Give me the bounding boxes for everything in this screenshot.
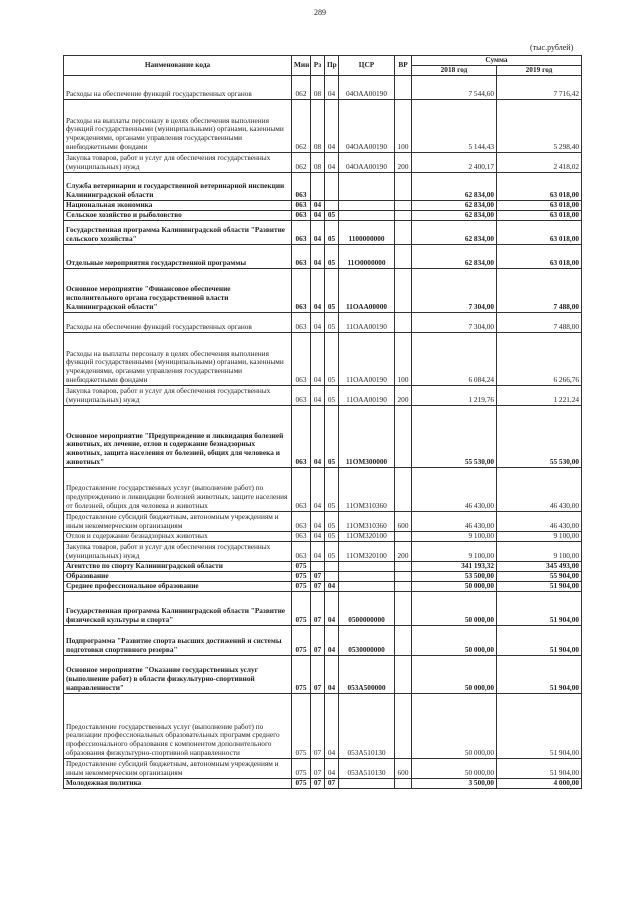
row-expense-type	[395, 655, 412, 693]
row-amount-2019: 1 221,24	[497, 385, 582, 405]
row-target-article: 11ОМ320100	[339, 541, 395, 561]
table-row	[64, 152, 582, 172]
row-amount-2018: 3 500,00	[412, 778, 497, 788]
row-amount-2019: 7 716,42	[497, 75, 582, 99]
row-ministry: 063	[292, 511, 311, 531]
row-ministry: 062	[292, 99, 311, 152]
row-ministry: 063	[292, 467, 311, 511]
header-rz: Рз	[311, 56, 325, 76]
row-amount-2018: 6 084,24	[412, 332, 497, 385]
row-expense-type	[395, 312, 412, 332]
row-expense-type	[395, 531, 412, 541]
row-amount-2018: 50 000,00	[412, 758, 497, 778]
row-ministry: 075	[292, 561, 311, 571]
row-target-article	[339, 581, 395, 591]
row-section: 04	[311, 332, 325, 385]
budget-table	[63, 55, 582, 789]
row-expense-type	[395, 268, 412, 312]
row-amount-2018: 1 219,76	[412, 385, 497, 405]
table-row	[64, 591, 582, 625]
table-row	[64, 210, 582, 220]
row-expense-type: 600	[395, 758, 412, 778]
row-amount-2019: 51 904,00	[497, 591, 582, 625]
table-row	[64, 655, 582, 693]
header-pr: Пр	[325, 56, 339, 76]
row-section: 04	[311, 541, 325, 561]
row-target-article	[339, 172, 395, 200]
row-name: Государственная программа Калининградской области "Развитие сельского хозяйства"	[64, 220, 292, 244]
row-amount-2018: 53 500,00	[412, 571, 497, 581]
row-ministry: 063	[292, 332, 311, 385]
row-amount-2019: 51 904,00	[497, 655, 582, 693]
row-name: Закупка товаров, работ и услуг для обеспечения государственных (муниципальных) нужд	[64, 385, 292, 405]
table-row	[64, 99, 582, 152]
row-amount-2019: 4 000,00	[497, 778, 582, 788]
row-section: 07	[311, 571, 325, 581]
row-name: Отлов и содержание безнадзорных животных	[64, 531, 292, 541]
table-row	[64, 467, 582, 511]
row-name: Образование	[64, 571, 292, 581]
row-target-article: 11ОМ300000	[339, 405, 395, 467]
row-section: 07	[311, 758, 325, 778]
row-amount-2018: 9 100,00	[412, 531, 497, 541]
row-expense-type	[395, 220, 412, 244]
row-ministry: 063	[292, 268, 311, 312]
row-expense-type	[395, 778, 412, 788]
row-ministry: 063	[292, 172, 311, 200]
row-amount-2019: 9 100,00	[497, 531, 582, 541]
row-target-article: 11ОМ310360	[339, 467, 395, 511]
row-subsection: 04	[325, 655, 339, 693]
row-target-article: 053А510130	[339, 758, 395, 778]
row-section: 07	[311, 693, 325, 758]
row-subsection	[325, 172, 339, 200]
row-subsection	[325, 200, 339, 210]
row-name: Служба ветеринарии и государственной ветеринарной инспекции Калининградской области	[64, 172, 292, 200]
table-row	[64, 531, 582, 541]
header-name: Наименование кода	[64, 56, 292, 76]
row-section: 04	[311, 244, 325, 268]
row-expense-type	[395, 75, 412, 99]
table-row	[64, 172, 582, 200]
row-subsection: 05	[325, 531, 339, 541]
row-expense-type	[395, 561, 412, 571]
row-section: 07	[311, 655, 325, 693]
row-amount-2019: 7 488,00	[497, 312, 582, 332]
row-expense-type	[395, 200, 412, 210]
row-subsection: 05	[325, 210, 339, 220]
row-subsection: 05	[325, 332, 339, 385]
page-number: 289	[314, 8, 326, 17]
row-amount-2018: 7 304,00	[412, 268, 497, 312]
row-name: Основное мероприятие "Предупреждение и ликвидация болезней животных, их лечение, отлов и содержание безнадзорных животных, защита населения от болезней, общих для человека и животных"	[64, 405, 292, 467]
row-subsection: 05	[325, 467, 339, 511]
row-target-article: 053А500000	[339, 655, 395, 693]
row-target-article: 11ОАА00190	[339, 385, 395, 405]
row-subsection: 05	[325, 220, 339, 244]
row-subsection: 05	[325, 312, 339, 332]
row-subsection: 04	[325, 75, 339, 99]
row-amount-2018: 46 430,00	[412, 467, 497, 511]
row-name: Государственная программа Калининградской области "Развитие физической культуры и спорта"	[64, 591, 292, 625]
table-row	[64, 693, 582, 758]
row-amount-2018: 50 000,00	[412, 693, 497, 758]
row-amount-2018: 7 544,60	[412, 75, 497, 99]
row-amount-2019: 51 904,00	[497, 758, 582, 778]
row-name: Молодежная политика	[64, 778, 292, 788]
row-amount-2018: 62 834,00	[412, 244, 497, 268]
row-subsection	[325, 571, 339, 581]
row-amount-2019: 63 018,00	[497, 244, 582, 268]
row-section: 04	[311, 511, 325, 531]
row-target-article: 0500000000	[339, 591, 395, 625]
row-section	[311, 561, 325, 571]
row-ministry: 063	[292, 220, 311, 244]
row-ministry: 062	[292, 75, 311, 99]
row-amount-2018: 62 834,00	[412, 172, 497, 200]
row-amount-2018: 9 100,00	[412, 541, 497, 561]
row-amount-2019: 9 100,00	[497, 541, 582, 561]
row-expense-type	[395, 467, 412, 511]
row-subsection: 07	[325, 778, 339, 788]
row-amount-2019: 51 904,00	[497, 581, 582, 591]
row-amount-2018: 5 144,43	[412, 99, 497, 152]
row-amount-2018: 50 000,00	[412, 591, 497, 625]
row-name: Предоставление государственных услуг (выполнение работ) по предупреждению и ликвидации болезней животных, защите населения от болезней, общих для человека и животных	[64, 467, 292, 511]
row-subsection: 04	[325, 152, 339, 172]
row-target-article: 11ОМ320100	[339, 531, 395, 541]
row-subsection: 04	[325, 625, 339, 655]
row-ministry: 063	[292, 531, 311, 541]
row-section: 04	[311, 467, 325, 511]
row-amount-2018: 46 430,00	[412, 511, 497, 531]
row-amount-2018: 55 530,00	[412, 405, 497, 467]
table-row	[64, 385, 582, 405]
table-row	[64, 778, 582, 788]
row-ministry: 075	[292, 591, 311, 625]
row-amount-2019: 63 018,00	[497, 200, 582, 210]
row-target-article: 11О0000000	[339, 244, 395, 268]
row-expense-type	[395, 625, 412, 655]
row-ministry: 063	[292, 244, 311, 268]
row-amount-2019: 6 266,76	[497, 332, 582, 385]
row-target-article	[339, 210, 395, 220]
row-subsection: 04	[325, 693, 339, 758]
row-amount-2019: 63 018,00	[497, 210, 582, 220]
header-mn: Мин	[292, 56, 311, 76]
row-expense-type: 200	[395, 541, 412, 561]
row-target-article: 04ОАА00190	[339, 99, 395, 152]
row-expense-type	[395, 571, 412, 581]
row-subsection: 05	[325, 405, 339, 467]
row-amount-2018: 62 834,00	[412, 210, 497, 220]
row-name: Основное мероприятие "Оказание государственных услуг (выполнение работ) в области физкультурно-спортивной направленности"	[64, 655, 292, 693]
row-target-article	[339, 200, 395, 210]
row-name: Закупка товаров, работ и услуг для обеспечения государственных (муниципальных) нужд	[64, 541, 292, 561]
row-subsection: 04	[325, 591, 339, 625]
row-name: Отдельные мероприятия государственной программы	[64, 244, 292, 268]
row-target-article	[339, 778, 395, 788]
row-subsection: 05	[325, 385, 339, 405]
table-row	[64, 571, 582, 581]
row-ministry: 063	[292, 541, 311, 561]
header-csr: ЦСР	[339, 56, 395, 76]
row-section: 08	[311, 75, 325, 99]
row-amount-2018: 50 000,00	[412, 625, 497, 655]
row-expense-type	[395, 172, 412, 200]
row-section: 08	[311, 99, 325, 152]
row-amount-2018: 62 834,00	[412, 200, 497, 210]
row-expense-type: 200	[395, 385, 412, 405]
table-row	[64, 561, 582, 571]
row-amount-2019: 63 018,00	[497, 172, 582, 200]
row-expense-type	[395, 693, 412, 758]
row-amount-2019: 7 488,00	[497, 268, 582, 312]
table-row	[64, 541, 582, 561]
row-section: 04	[311, 531, 325, 541]
table-row	[64, 581, 582, 591]
row-name: Агентство по спорту Калининградской области	[64, 561, 292, 571]
row-section: 04	[311, 210, 325, 220]
row-ministry: 075	[292, 655, 311, 693]
row-ministry: 075	[292, 778, 311, 788]
row-expense-type	[395, 210, 412, 220]
row-target-article: 04ОАА00190	[339, 152, 395, 172]
row-target-article: 11ОАА00190	[339, 332, 395, 385]
row-amount-2018: 50 000,00	[412, 581, 497, 591]
header-year-2018: 2018 год	[412, 65, 497, 75]
row-subsection: 04	[325, 99, 339, 152]
row-name: Закупка товаров, работ и услуг для обеспечения государственных (муниципальных) нужд	[64, 152, 292, 172]
row-name: Сельское хозяйство и рыболовство	[64, 210, 292, 220]
table-row	[64, 244, 582, 268]
row-amount-2018: 62 834,00	[412, 220, 497, 244]
table-row	[64, 312, 582, 332]
table-row	[64, 511, 582, 531]
row-section: 04	[311, 200, 325, 210]
row-target-article	[339, 561, 395, 571]
row-target-article: 11ОМ310360	[339, 511, 395, 531]
row-amount-2019: 63 018,00	[497, 220, 582, 244]
row-expense-type	[395, 581, 412, 591]
row-section	[311, 172, 325, 200]
row-target-article: 1100000000	[339, 220, 395, 244]
table-row	[64, 332, 582, 385]
row-amount-2019: 345 493,00	[497, 561, 582, 571]
table-row	[64, 405, 582, 467]
table-row	[64, 268, 582, 312]
row-amount-2018: 341 193,32	[412, 561, 497, 571]
row-amount-2019: 51 904,00	[497, 693, 582, 758]
row-amount-2018: 2 400,17	[412, 152, 497, 172]
row-name: Подпрограмма "Развитие спорта высших достижений и системы подготовки спортивного резерва"	[64, 625, 292, 655]
row-amount-2019: 55 530,00	[497, 405, 582, 467]
row-subsection: 04	[325, 581, 339, 591]
row-ministry: 063	[292, 200, 311, 210]
row-amount-2019: 55 904,00	[497, 571, 582, 581]
row-name: Национальная экономика	[64, 200, 292, 210]
row-ministry: 063	[292, 385, 311, 405]
table-row	[64, 758, 582, 778]
header-year-2019: 2019 год	[497, 65, 582, 75]
row-expense-type: 100	[395, 332, 412, 385]
row-section: 04	[311, 312, 325, 332]
row-target-article: 053А510130	[339, 693, 395, 758]
row-name: Расходы на выплаты персоналу в целях обеспечения выполнения функций государственными (муниципальными) органами, казенными учреждениями, органами управления государственными внебюджетными фондами	[64, 99, 292, 152]
row-expense-type: 600	[395, 511, 412, 531]
row-ministry: 063	[292, 405, 311, 467]
row-ministry: 075	[292, 581, 311, 591]
row-name: Предоставление государственных услуг (выполнение работ) по реализации профессиональных образовательных программ среднего профессионального образования с компонентом дополнительного образования физкультурно-спортивной направленности	[64, 693, 292, 758]
row-amount-2019: 46 430,00	[497, 511, 582, 531]
row-expense-type: 200	[395, 152, 412, 172]
row-amount-2019: 46 430,00	[497, 467, 582, 511]
row-name: Среднее профессиональное образование	[64, 581, 292, 591]
row-section: 07	[311, 625, 325, 655]
row-target-article: 0530000000	[339, 625, 395, 655]
row-section: 04	[311, 220, 325, 244]
row-target-article: 11ОАА00000	[339, 268, 395, 312]
row-ministry: 075	[292, 571, 311, 581]
row-ministry: 075	[292, 625, 311, 655]
row-name: Расходы на выплаты персоналу в целях обеспечения выполнения функций государственными (муниципальными) органами, казенными учреждениями, органами управления государственными внебюджетными фондами	[64, 332, 292, 385]
table-row	[64, 200, 582, 210]
table-row	[64, 75, 582, 99]
row-subsection: 04	[325, 758, 339, 778]
row-name: Предоставление субсидий бюджетным, автономным учреждениям и иным некоммерческим организациям	[64, 758, 292, 778]
row-name: Расходы на обеспечение функций государственных органов	[64, 75, 292, 99]
row-name: Основное мероприятие "Финансовое обеспечение исполнительного органа государственной власти Калининградской области"	[64, 268, 292, 312]
row-expense-type: 100	[395, 99, 412, 152]
row-section: 04	[311, 385, 325, 405]
row-section: 07	[311, 581, 325, 591]
row-amount-2019: 5 298,40	[497, 99, 582, 152]
row-subsection: 05	[325, 268, 339, 312]
header-vr: ВР	[395, 56, 412, 76]
row-name: Предоставление субсидий бюджетным, автономным учреждениям и иным некоммерческим организациям	[64, 511, 292, 531]
units-label: (тыс.рублей)	[530, 43, 574, 52]
row-expense-type	[395, 405, 412, 467]
row-subsection: 05	[325, 244, 339, 268]
row-ministry: 075	[292, 758, 311, 778]
row-target-article	[339, 571, 395, 581]
row-target-article: 04ОАА00190	[339, 75, 395, 99]
row-ministry: 063	[292, 312, 311, 332]
row-subsection: 05	[325, 511, 339, 531]
row-amount-2018: 7 304,00	[412, 312, 497, 332]
row-section: 07	[311, 591, 325, 625]
row-subsection: 05	[325, 541, 339, 561]
row-amount-2019: 51 904,00	[497, 625, 582, 655]
table-row	[64, 220, 582, 244]
row-expense-type	[395, 244, 412, 268]
row-target-article: 11ОАА00190	[339, 312, 395, 332]
row-ministry: 063	[292, 210, 311, 220]
header-sum: Сумма	[412, 56, 582, 66]
row-section: 04	[311, 268, 325, 312]
table-row	[64, 625, 582, 655]
row-expense-type	[395, 591, 412, 625]
row-section: 04	[311, 405, 325, 467]
row-amount-2018: 50 000,00	[412, 655, 497, 693]
row-section: 07	[311, 778, 325, 788]
row-section: 08	[311, 152, 325, 172]
row-amount-2019: 2 418,02	[497, 152, 582, 172]
row-name: Расходы на обеспечение функций государственных органов	[64, 312, 292, 332]
row-subsection	[325, 561, 339, 571]
row-ministry: 062	[292, 152, 311, 172]
row-ministry: 075	[292, 693, 311, 758]
